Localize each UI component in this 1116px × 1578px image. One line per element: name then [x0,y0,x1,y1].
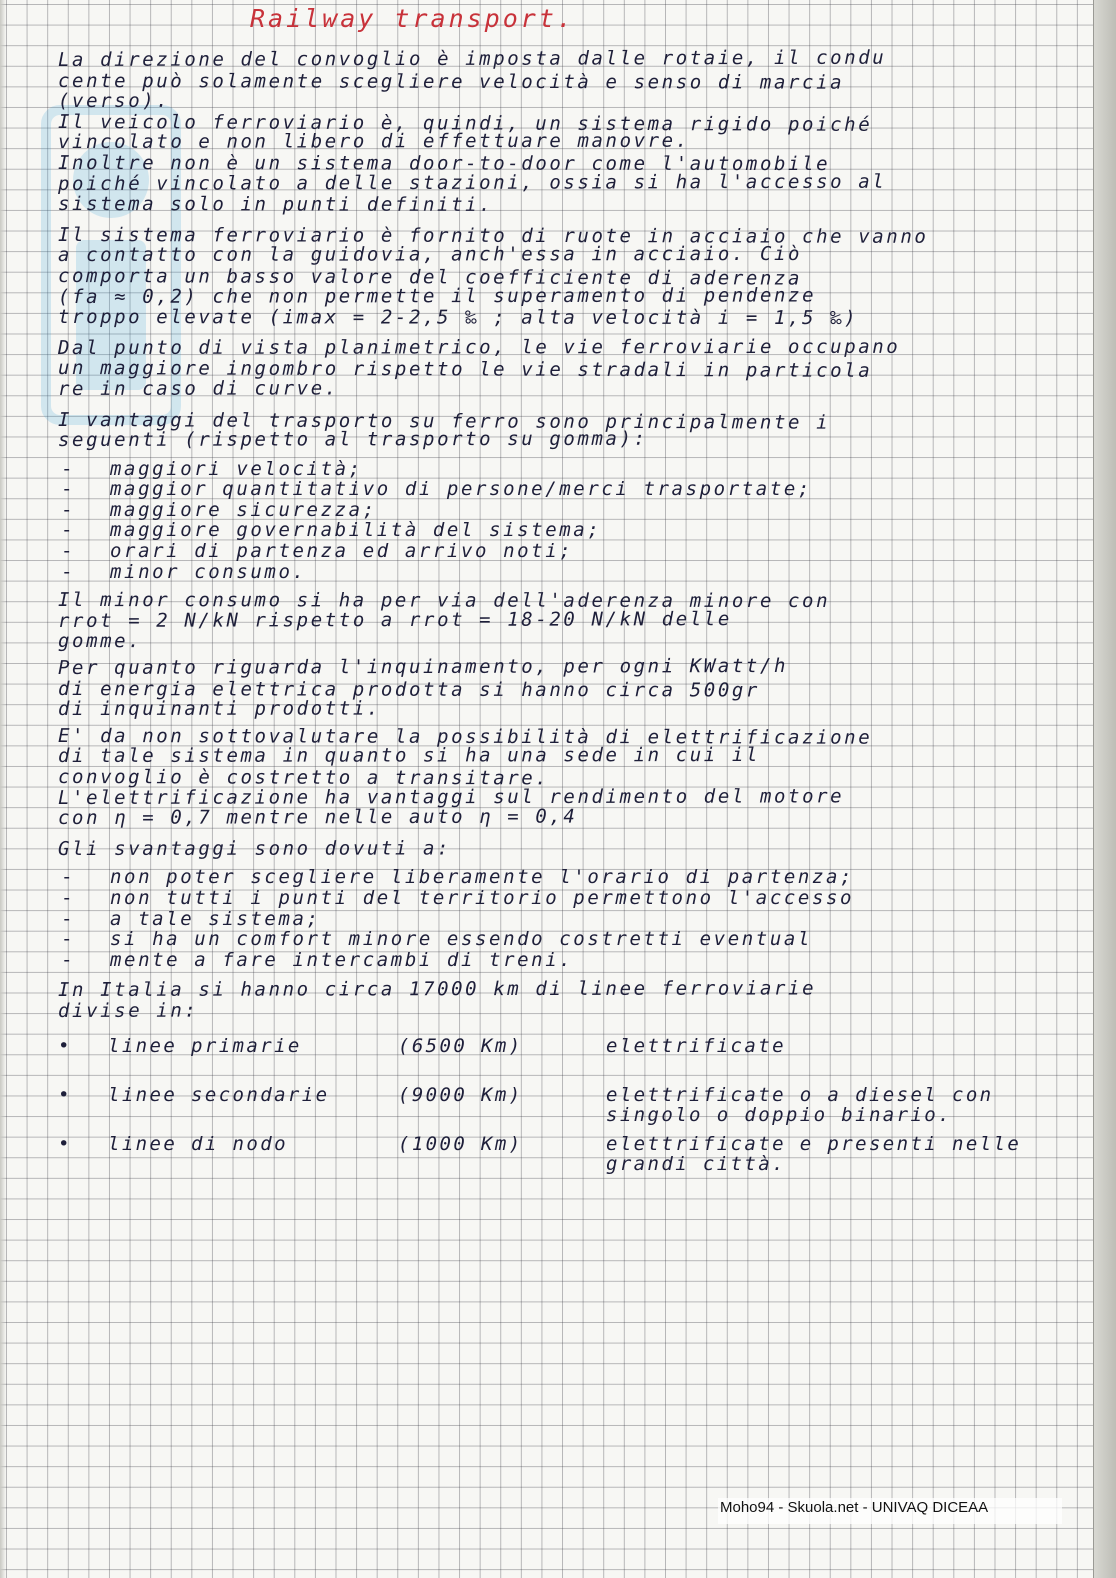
note-bullet [58,950,1078,971]
notes-body [57,46,1078,1183]
rail-line-desc-cont: grandi città. [606,1153,786,1176]
note-line: Gli svantaggi sono dovuti a: [57,837,452,860]
note-line: un maggiore ingombro rispetto le vie stradali in particola [57,357,873,383]
bullet-dash: - [60,478,76,501]
bullet-dash: - [60,519,76,542]
note-line: di inquinanti prodotti. [57,697,381,721]
bullet-text: maggior quantitativo di persone/merci trasportate; [110,478,812,501]
note-line: Dal punto di vista planimetrico, le vie ferroviarie occupano [57,335,901,359]
note-bullet [58,479,1078,500]
rail-line-name: linee primarie [108,1034,302,1057]
rail-line-name: linee secondarie [108,1083,330,1106]
note-line: (verso). [57,90,171,113]
note-line: cente può solamente scegliere velocità e senso di marcia [57,69,845,94]
bullet-dash: - [60,907,76,930]
note-bullet [58,909,1078,930]
bullet-text: non tutti i punti del territorio permettono l'accesso [110,886,855,909]
bullet-dash: - [60,928,76,951]
note-line: troppo elevate (imax = 2-2,5 ‰ ; alta velocità i = 1,5 ‰) [57,306,859,330]
rail-line-desc-cont: singolo o doppio binario. [606,1104,952,1127]
bullet-text: maggiore sicurezza; [110,498,377,521]
rail-line-row [58,1036,1078,1077]
note-line: divise in: [57,999,199,1022]
rail-line-desc: elettrificate e presenti nelle [606,1132,1022,1155]
note-line: a contatto con la guidovia, anch'essa in acciaio. Ciò [57,243,803,267]
note-line: Per quanto riguarda l'inquinamento, per ogni KWatt/h [57,654,789,680]
note-line: convoglio è costretto a transitare. [57,766,550,790]
note-line: E' da non sottovalutare la possibilità di elettrificazione [57,724,873,749]
rail-line-bullet: • [58,1083,72,1106]
note-line: Il minor consumo si ha per via dell'aderenza minore con [57,589,831,613]
bullet-text: maggiore governabilità del sistema; [110,519,602,542]
scan-shadow [0,0,6,1578]
note-paragraph [58,867,1078,970]
note-bullet [58,562,1078,583]
note-paragraph [57,335,1078,400]
rail-line-length: (6500 Km) [398,1034,523,1057]
bullet-dash: - [60,498,76,521]
note-line: con η = 0,7 mentre nelle auto η = 0,4 [57,805,578,830]
note-paragraph [58,459,1078,583]
note-line: seguenti (rispetto al trasporto su gomma): [57,427,648,452]
note-line: Il sistema ferroviario è fornito di ruote in acciaio che vanno [57,223,929,248]
note-bullet [58,867,1078,888]
note-line: re in caso di curve. [57,377,339,400]
bullet-dash: - [60,948,76,971]
bullet-dash: - [60,886,76,909]
note-line: vincolato e non libero di effettuare manovre. [57,130,690,154]
note-line: rrot = 2 N/kN rispetto a rrot = 18-20 N/kN delle [57,607,732,632]
note-paragraph [58,839,1078,860]
rail-line-length: (9000 Km) [398,1083,523,1106]
bullet-text: non poter scegliere liberamente l'orario di partenza; [110,866,855,889]
note-line: La direzione del convoglio è imposta dalle rotaie, il condu [57,46,887,71]
rail-line-row [58,1134,1078,1175]
note-paragraph [58,410,1078,451]
note-line: L'elettrificazione ha vantaggi sul rendimento del motore [57,784,845,809]
bullet-dash: - [60,866,76,889]
bullet-text: mente a fare intercambi di treni. [110,948,574,971]
bullet-dash: - [60,540,76,563]
rail-line-desc: elettrificate o a diesel con [606,1083,994,1106]
note-line: di tale sistema in quanto si ha una sede in cui il [57,744,760,768]
bullet-text: maggiori velocità; [110,457,363,480]
bullet-text: orari di partenza ed arrivo noti; [110,540,574,563]
page-edge [1093,0,1116,1578]
footer-credit: Moho94 - Skuola.net - UNIVAQ DICEAA [718,1498,1062,1524]
note-line: Il veicolo ferroviario è, quindi, un sistema rigido poiché [57,110,873,136]
bullet-text: si ha un comfort minore essendo costretti eventual [110,928,812,951]
note-line: I vantaggi del trasporto su ferro sono principalmente i [57,408,831,434]
note-line: Inoltre non è un sistema door-to-door come l'automobile [57,151,831,176]
note-line: gomme. [57,630,143,653]
rail-line-bullet: • [58,1034,72,1057]
note-bullet [58,929,1078,950]
note-paragraph [57,977,1078,1022]
bullet-text: minor consumo. [110,560,307,583]
note-bullet [58,459,1078,480]
rail-line-desc: elettrificate [606,1034,786,1057]
note-line: sistema solo in punti definiti. [57,193,494,217]
note-line: In Italia si hanno circa 17000 km di linee ferroviarie [57,977,817,1002]
page-title: Railway transport. [250,4,575,33]
note-line: di energia elettrica prodotta si hanno circa 500gr [57,677,760,702]
note-paragraph [58,225,1078,328]
note-paragraph [58,590,1078,652]
rail-line-row [58,1085,1078,1126]
rail-line-length: (1000 Km) [398,1132,523,1155]
bullet-dash: - [60,560,76,583]
note-paragraph [57,654,1078,721]
note-bullet [58,500,1078,521]
note-line: comporta un basso valore del coefficiente di aderenza [57,264,803,290]
rail-lines-list [58,1036,1078,1175]
rail-line-bullet: • [58,1132,72,1155]
note-bullet [58,520,1078,541]
rail-line-name: linee di nodo [108,1132,288,1155]
note-paragraph [58,726,1078,829]
bullet-text: a tale sistema; [110,907,321,930]
note-paragraph [57,46,1078,217]
bullet-dash: - [60,457,76,480]
note-line: poiché vincolato a delle stazioni, ossia si ha l'accesso al [57,170,887,195]
note-line: (fa ≈ 0,2) che non permette il superamento di pendenze [57,283,817,308]
note-bullet [58,888,1078,909]
note-bullet [58,541,1078,562]
